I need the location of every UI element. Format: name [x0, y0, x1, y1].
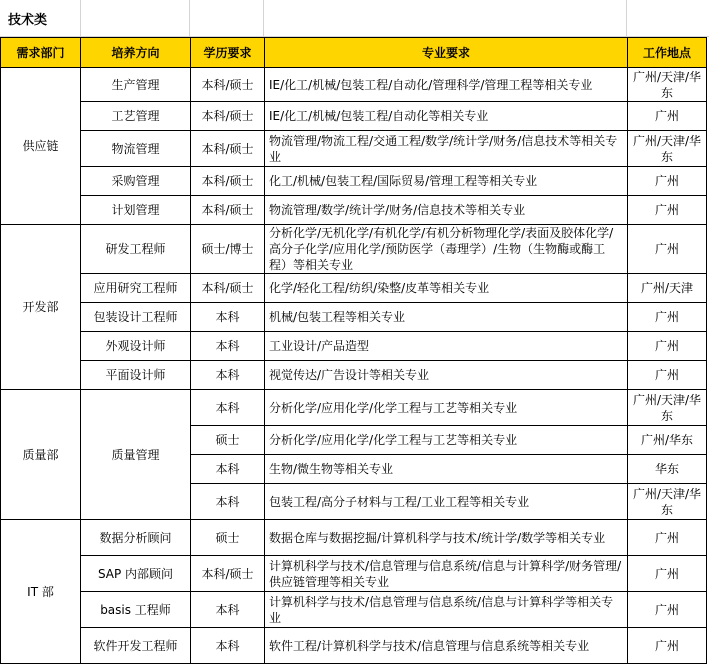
direction-cell[interactable]: 计划管理	[81, 196, 191, 225]
degree-cell[interactable]: 本科	[191, 361, 265, 390]
table-row	[1, 361, 707, 390]
location-cell[interactable]: 广州/天津	[628, 274, 707, 303]
direction-cell[interactable]: 软件开发工程师	[81, 628, 191, 664]
header-row	[1, 38, 707, 68]
degree-cell[interactable]: 本科/硕士	[191, 556, 265, 592]
major-cell[interactable]: 化工/机械/包装工程/国际贸易/管理工程等相关专业	[265, 167, 628, 196]
major-cell[interactable]: 工业设计/产品造型	[265, 332, 628, 361]
direction-cell[interactable]: 应用研究工程师	[81, 274, 191, 303]
location-cell[interactable]: 广州	[628, 332, 707, 361]
major-cell[interactable]: 分析化学/应用化学/化学工程与工艺等相关专业	[265, 426, 628, 455]
degree-cell[interactable]: 硕士	[191, 426, 265, 455]
table-row	[1, 303, 707, 332]
location-cell[interactable]: 广州	[628, 225, 707, 274]
direction-cell[interactable]: 数据分析顾问	[81, 520, 191, 556]
sheet-title: 技术类	[8, 13, 48, 28]
degree-cell[interactable]: 硕士	[191, 520, 265, 556]
location-cell[interactable]: 广州/天津/华东	[628, 68, 707, 102]
degree-cell[interactable]: 本科	[191, 332, 265, 361]
location-cell[interactable]: 广州	[628, 303, 707, 332]
degree-cell[interactable]: 本科/硕士	[191, 102, 265, 131]
grid-line	[626, 0, 627, 36]
major-cell[interactable]: 数据仓库与数据挖掘/计算机科学与技术/统计学/数学等相关专业	[265, 520, 628, 556]
table-row	[1, 390, 707, 426]
table-row	[1, 167, 707, 196]
direction-cell[interactable]: 研发工程师	[81, 225, 191, 274]
direction-cell[interactable]: 工艺管理	[81, 102, 191, 131]
grid-line	[263, 0, 264, 36]
header-major[interactable]: 专业要求	[265, 38, 628, 68]
degree-cell[interactable]: 本科/硕士	[191, 167, 265, 196]
location-cell[interactable]: 广州/天津/华东	[628, 390, 707, 426]
header-degree[interactable]: 学历要求	[191, 38, 265, 68]
major-cell[interactable]: 分析化学/无机化学/有机化学/有机分析物理化学/表面及胶体化学/高分子化学/应用化学/预防医学（毒理学）/生物（生物酶或酶工程）等相关专业	[265, 225, 628, 274]
major-cell[interactable]: 物流管理/物流工程/交通工程/数学/统计学/财务/信息技术等相关专业	[265, 131, 628, 167]
degree-cell[interactable]: 硕士/博士	[191, 225, 265, 274]
degree-cell[interactable]: 本科	[191, 628, 265, 664]
table-row	[1, 225, 707, 274]
major-cell[interactable]: 物流管理/数学/统计学/财务/信息技术等相关专业	[265, 196, 628, 225]
direction-cell[interactable]: 生产管理	[81, 68, 191, 102]
direction-cell[interactable]: 平面设计师	[81, 361, 191, 390]
direction-cell[interactable]: SAP 内部顾问	[81, 556, 191, 592]
table-row	[1, 628, 707, 664]
location-cell[interactable]: 华东	[628, 455, 707, 484]
major-cell[interactable]: 机械/包装工程等相关专业	[265, 303, 628, 332]
header-dept[interactable]: 需求部门	[1, 38, 81, 68]
table-row	[1, 332, 707, 361]
table-row	[1, 131, 707, 167]
table-row	[1, 592, 707, 628]
direction-cell[interactable]: basis 工程师	[81, 592, 191, 628]
title-row	[0, 0, 709, 37]
major-cell[interactable]: 分析化学/应用化学/化学工程与工艺等相关专业	[265, 390, 628, 426]
location-cell[interactable]: 广州	[628, 520, 707, 556]
table-row	[1, 274, 707, 303]
location-cell[interactable]: 广州	[628, 592, 707, 628]
major-cell[interactable]: 计算机科学与技术/信息管理与信息系统/信息与计算科学/财务管理/供应链管理等相关专业	[265, 556, 628, 592]
degree-cell[interactable]: 本科/硕士	[191, 131, 265, 167]
dept-cell[interactable]: 供应链	[1, 68, 81, 225]
major-cell[interactable]: 软件工程/计算机科学与技术/信息管理与信息系统等相关专业	[265, 628, 628, 664]
dept-cell[interactable]: IT 部	[1, 520, 81, 664]
location-cell[interactable]: 广州/天津/华东	[628, 484, 707, 520]
table-row	[1, 520, 707, 556]
location-cell[interactable]: 广州	[628, 361, 707, 390]
table-row	[1, 196, 707, 225]
degree-cell[interactable]: 本科	[191, 303, 265, 332]
table-row	[1, 102, 707, 131]
degree-cell[interactable]: 本科/硕士	[191, 68, 265, 102]
degree-cell[interactable]: 本科/硕士	[191, 196, 265, 225]
location-cell[interactable]: 广州	[628, 556, 707, 592]
dept-cell[interactable]: 开发部	[1, 225, 81, 390]
major-cell[interactable]: IE/化工/机械/包装工程/自动化/管理科学/管理工程等相关专业	[265, 68, 628, 102]
location-cell[interactable]: 广州	[628, 628, 707, 664]
major-cell[interactable]: 包装工程/高分子材料与工程/工业工程等相关专业	[265, 484, 628, 520]
major-cell[interactable]: 视觉传达/广告设计等相关专业	[265, 361, 628, 390]
location-cell[interactable]: 广州	[628, 102, 707, 131]
direction-cell[interactable]: 质量管理	[81, 390, 191, 520]
direction-cell[interactable]: 包装设计工程师	[81, 303, 191, 332]
degree-cell[interactable]: 本科	[191, 455, 265, 484]
degree-cell[interactable]: 本科/硕士	[191, 274, 265, 303]
grid-line	[189, 0, 190, 36]
table-row	[1, 68, 707, 102]
title-cell[interactable]	[0, 0, 81, 37]
major-cell[interactable]: 化学/轻化工程/纺织/染整/皮革等相关专业	[265, 274, 628, 303]
direction-cell[interactable]: 物流管理	[81, 131, 191, 167]
direction-cell[interactable]: 采购管理	[81, 167, 191, 196]
location-cell[interactable]: 广州/天津/华东	[628, 131, 707, 167]
location-cell[interactable]: 广州/华东	[628, 426, 707, 455]
location-cell[interactable]: 广州	[628, 167, 707, 196]
table-row	[1, 556, 707, 592]
degree-cell[interactable]: 本科	[191, 592, 265, 628]
title-empty-cell[interactable]	[80, 0, 709, 37]
header-location[interactable]: 工作地点	[628, 38, 707, 68]
location-cell[interactable]: 广州	[628, 196, 707, 225]
degree-cell[interactable]: 本科	[191, 484, 265, 520]
degree-cell[interactable]: 本科	[191, 390, 265, 426]
direction-cell[interactable]: 外观设计师	[81, 332, 191, 361]
major-cell[interactable]: IE/化工/机械/包装工程/自动化等相关专业	[265, 102, 628, 131]
header-direction[interactable]: 培养方向	[81, 38, 191, 68]
dept-cell[interactable]: 质量部	[1, 390, 81, 520]
major-cell[interactable]: 生物/微生物等相关专业	[265, 455, 628, 484]
requirements-table	[0, 37, 707, 664]
major-cell[interactable]: 计算机科学与技术/信息管理与信息系统/信息与计算科学等相关专业	[265, 592, 628, 628]
